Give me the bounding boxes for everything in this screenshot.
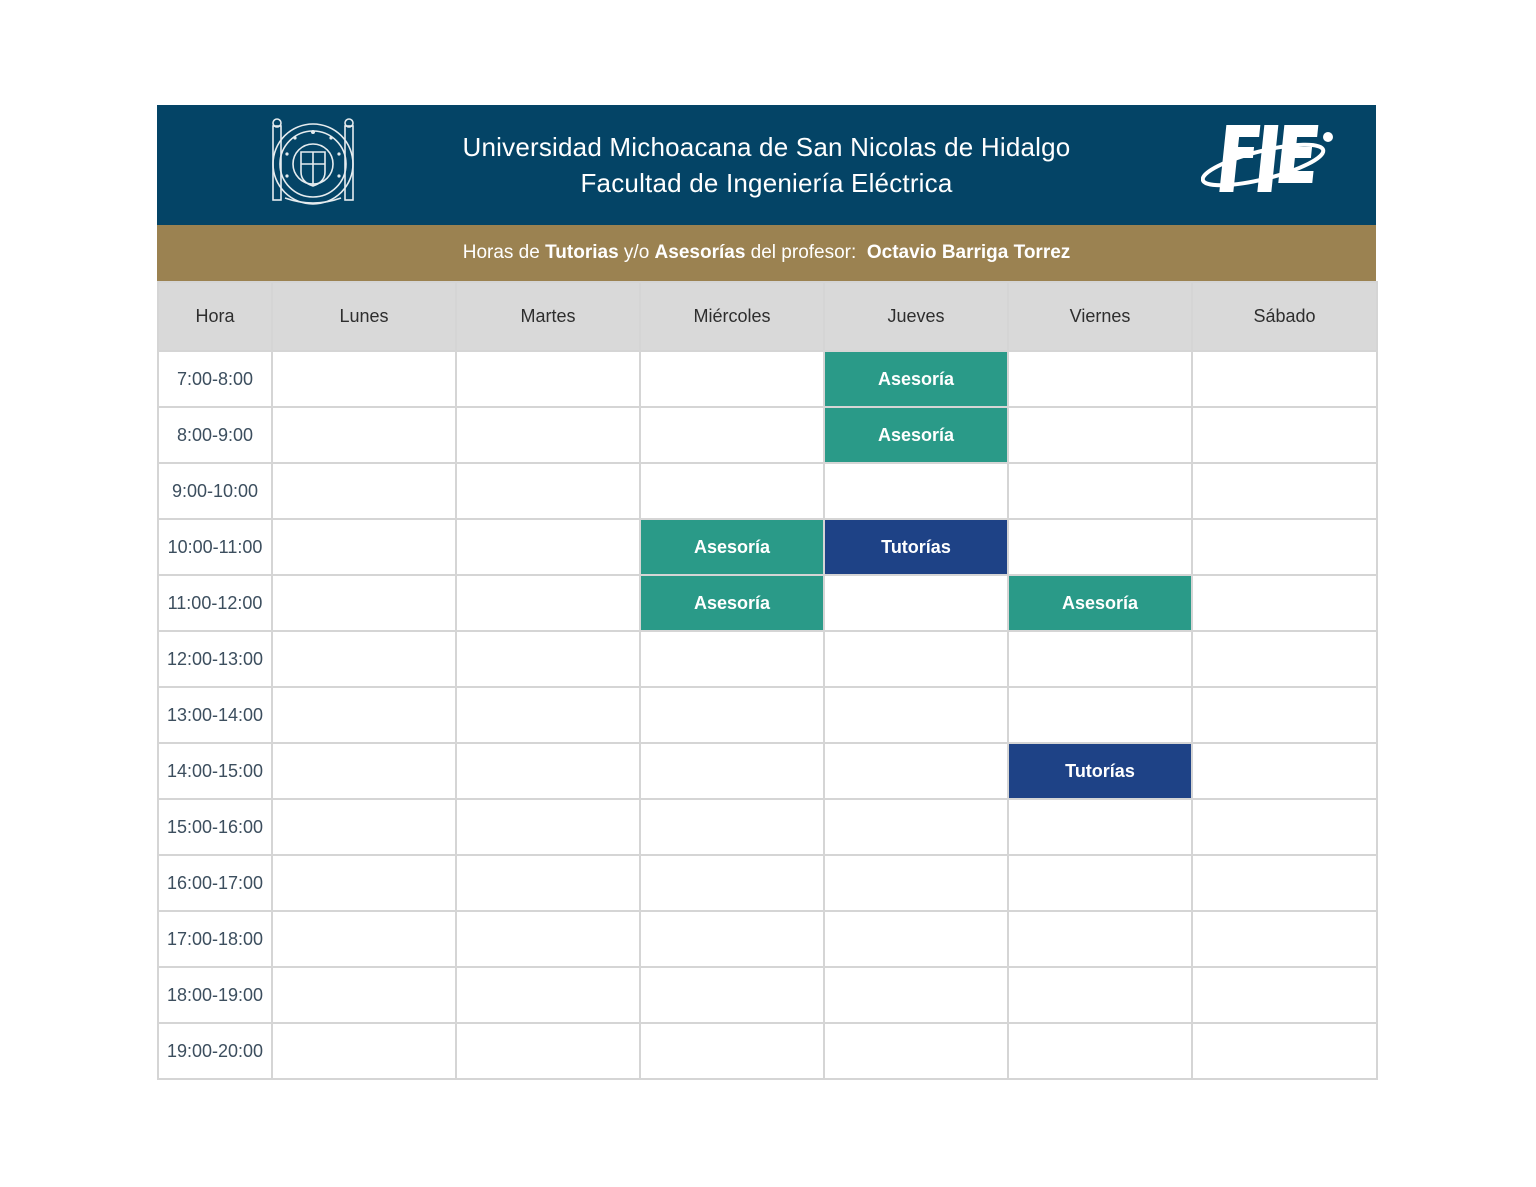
- column-header-5: Viernes: [1008, 282, 1192, 351]
- empty-slot: [824, 967, 1008, 1023]
- empty-slot: [640, 743, 824, 799]
- tutorias-slot: Tutorías: [1008, 743, 1192, 799]
- empty-slot: [1192, 687, 1377, 743]
- empty-slot: [456, 631, 640, 687]
- empty-slot: [824, 463, 1008, 519]
- column-header-1: Lunes: [272, 282, 456, 351]
- hour-cell: 12:00-13:00: [158, 631, 272, 687]
- banner-connector: y/o: [618, 242, 655, 263]
- empty-slot: [272, 575, 456, 631]
- table-row: [158, 463, 1377, 519]
- empty-slot: [824, 855, 1008, 911]
- empty-slot: [272, 631, 456, 687]
- table-row: [158, 967, 1377, 1023]
- empty-slot: [1192, 799, 1377, 855]
- column-header-3: Miércoles: [640, 282, 824, 351]
- empty-slot: [1008, 911, 1192, 967]
- faculty-name: Facultad de Ingeniería Eléctrica: [580, 168, 953, 198]
- empty-slot: [1008, 687, 1192, 743]
- empty-slot: [456, 743, 640, 799]
- university-name: Universidad Michoacana de San Nicolas de Hidalgo: [462, 132, 1071, 162]
- table-row: [158, 687, 1377, 743]
- empty-slot: [640, 799, 824, 855]
- empty-slot: [640, 407, 824, 463]
- empty-slot: [824, 911, 1008, 967]
- empty-slot: [824, 575, 1008, 631]
- table-row: [158, 855, 1377, 911]
- column-header-0: Hora: [158, 282, 272, 351]
- empty-slot: [1008, 407, 1192, 463]
- empty-slot: [456, 575, 640, 631]
- empty-slot: [272, 463, 456, 519]
- table-row: [158, 1023, 1377, 1079]
- banner-prefix: Horas de: [462, 242, 546, 263]
- professor-name: Octavio Barriga Torrez: [866, 242, 1071, 263]
- hour-cell: 18:00-19:00: [158, 967, 272, 1023]
- empty-slot: [1008, 855, 1192, 911]
- table-row: [158, 575, 1377, 631]
- empty-slot: [272, 743, 456, 799]
- header-banner: [157, 105, 1376, 225]
- hour-cell: 9:00-10:00: [158, 463, 272, 519]
- empty-slot: [824, 743, 1008, 799]
- empty-slot: [272, 519, 456, 575]
- hour-cell: 19:00-20:00: [158, 1023, 272, 1079]
- column-header-2: Martes: [456, 282, 640, 351]
- empty-slot: [824, 631, 1008, 687]
- empty-slot: [456, 519, 640, 575]
- asesoria-slot: Asesoría: [1008, 575, 1192, 631]
- empty-slot: [1192, 575, 1377, 631]
- table-body: [158, 351, 1377, 1079]
- hour-cell: 7:00-8:00: [158, 351, 272, 407]
- schedule-table: [157, 281, 1378, 1080]
- hour-cell: 8:00-9:00: [158, 407, 272, 463]
- table-row: [158, 799, 1377, 855]
- empty-slot: [640, 687, 824, 743]
- column-header-6: Sábado: [1192, 282, 1377, 351]
- empty-slot: [1192, 519, 1377, 575]
- empty-slot: [272, 407, 456, 463]
- empty-slot: [456, 351, 640, 407]
- table-row: [158, 519, 1377, 575]
- empty-slot: [640, 911, 824, 967]
- empty-slot: [640, 855, 824, 911]
- empty-slot: [272, 799, 456, 855]
- empty-slot: [1192, 631, 1377, 687]
- asesoria-slot: Asesoría: [640, 519, 824, 575]
- empty-slot: [456, 407, 640, 463]
- table-row: [158, 743, 1377, 799]
- hour-cell: 11:00-12:00: [158, 575, 272, 631]
- empty-slot: [1192, 407, 1377, 463]
- empty-slot: [1008, 351, 1192, 407]
- asesoria-slot: Asesoría: [824, 351, 1008, 407]
- empty-slot: [1008, 519, 1192, 575]
- empty-slot: [640, 351, 824, 407]
- empty-slot: [272, 351, 456, 407]
- banner-middle: del profesor:: [745, 242, 867, 263]
- empty-slot: [456, 1023, 640, 1079]
- empty-slot: [456, 463, 640, 519]
- hour-cell: 10:00-11:00: [158, 519, 272, 575]
- empty-slot: [456, 855, 640, 911]
- banner-asesorias: Asesorías: [654, 242, 746, 263]
- banner-tutorias: Tutorias: [545, 242, 619, 263]
- empty-slot: [1008, 631, 1192, 687]
- empty-slot: [824, 799, 1008, 855]
- empty-slot: [1192, 911, 1377, 967]
- empty-slot: [1008, 1023, 1192, 1079]
- hour-cell: 17:00-18:00: [158, 911, 272, 967]
- asesoria-slot: Asesoría: [824, 407, 1008, 463]
- empty-slot: [456, 967, 640, 1023]
- empty-slot: [456, 687, 640, 743]
- hour-cell: 15:00-16:00: [158, 799, 272, 855]
- empty-slot: [1008, 463, 1192, 519]
- tutorias-slot: Tutorías: [824, 519, 1008, 575]
- header-titles: [157, 129, 1376, 201]
- empty-slot: [456, 799, 640, 855]
- empty-slot: [640, 463, 824, 519]
- empty-slot: [272, 855, 456, 911]
- empty-slot: [272, 911, 456, 967]
- table-row: [158, 911, 1377, 967]
- empty-slot: [1008, 799, 1192, 855]
- empty-slot: [640, 631, 824, 687]
- table-header-row: [158, 282, 1377, 351]
- asesoria-slot: Asesoría: [640, 575, 824, 631]
- empty-slot: [272, 1023, 456, 1079]
- table-row: [158, 407, 1377, 463]
- table-row: [158, 351, 1377, 407]
- empty-slot: [1192, 351, 1377, 407]
- empty-slot: [640, 967, 824, 1023]
- empty-slot: [824, 1023, 1008, 1079]
- empty-slot: [1192, 1023, 1377, 1079]
- empty-slot: [1192, 967, 1377, 1023]
- fie-logo-icon: [1201, 119, 1335, 205]
- empty-slot: [456, 911, 640, 967]
- empty-slot: [272, 967, 456, 1023]
- hour-cell: 13:00-14:00: [158, 687, 272, 743]
- table-row: [158, 631, 1377, 687]
- hour-cell: 16:00-17:00: [158, 855, 272, 911]
- empty-slot: [1192, 463, 1377, 519]
- empty-slot: [824, 687, 1008, 743]
- schedule-sheet: [157, 105, 1376, 1080]
- empty-slot: [1192, 743, 1377, 799]
- empty-slot: [272, 687, 456, 743]
- tutor-banner: [157, 225, 1376, 281]
- empty-slot: [1008, 967, 1192, 1023]
- empty-slot: [1192, 855, 1377, 911]
- empty-slot: [640, 1023, 824, 1079]
- hour-cell: 14:00-15:00: [158, 743, 272, 799]
- column-header-4: Jueves: [824, 282, 1008, 351]
